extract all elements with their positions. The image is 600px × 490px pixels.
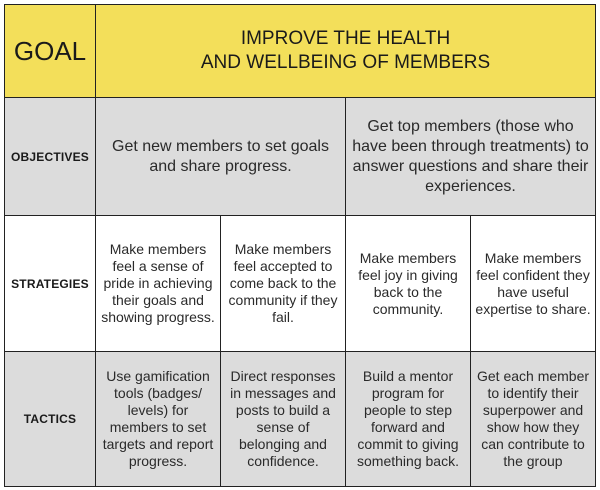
strategy-framework-table bbox=[4, 4, 596, 487]
goal-text bbox=[96, 5, 596, 98]
goal-text-line-1: IMPROVE THE HEALTH bbox=[240, 28, 451, 49]
tactic-cell-1: Use gamification tools (badges/ levels) for members to set targets and report progress. bbox=[96, 352, 221, 487]
objectives-label: OBJECTIVES bbox=[5, 98, 96, 216]
goal-label: GOAL bbox=[5, 5, 96, 98]
tactic-cell-4: Get each member to identify their superpower and show how they can contribute to the group bbox=[471, 352, 596, 487]
tactic-cell-2: Direct responses in messages and posts to build a sense of belonging and confidence. bbox=[221, 352, 346, 487]
strategy-cell-4: Make members feel confident they have useful expertise to share. bbox=[471, 216, 596, 352]
goal-row bbox=[5, 5, 596, 98]
strategy-cell-1: Make members feel a sense of pride in achieving their goals and showing progress. bbox=[96, 216, 221, 352]
tactic-cell-3: Build a mentor program for people to step forward and commit to giving something back. bbox=[346, 352, 471, 487]
strategy-cell-2: Make members feel accepted to come back to the community if they fail. bbox=[221, 216, 346, 352]
objective-cell-2: Get top members (those who have been through treatments) to answer questions and share their experiences. bbox=[346, 98, 596, 216]
goal-text-line-2: AND WELLBEING OF MEMBERS bbox=[200, 52, 491, 73]
tactics-label: TACTICS bbox=[5, 352, 96, 487]
strategy-cell-3: Make members feel joy in giving back to the community. bbox=[346, 216, 471, 352]
strategies-label: STRATEGIES bbox=[5, 216, 96, 352]
tactics-row bbox=[5, 352, 596, 487]
strategies-row bbox=[5, 216, 596, 352]
objectives-row bbox=[5, 98, 596, 216]
objective-cell-1: Get new members to set goals and share progress. bbox=[96, 98, 346, 216]
